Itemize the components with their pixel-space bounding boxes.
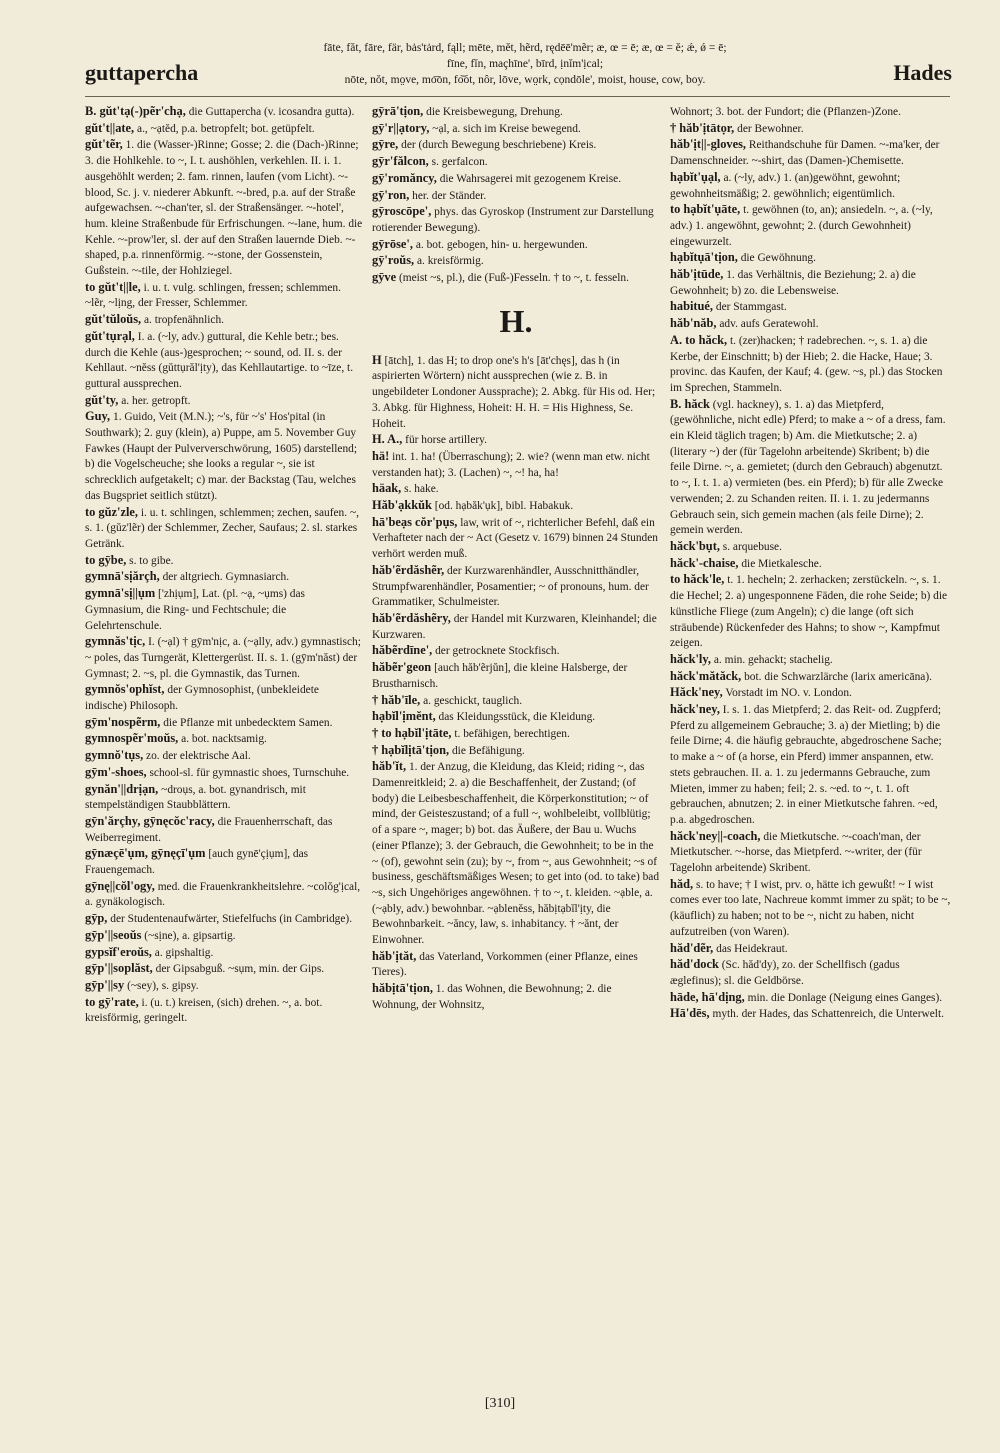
running-head-left: guttapercha [85, 60, 199, 85]
definition: [ātch], 1. das H; to drop one's h's [āt'chęs], das h (in aspirierten Wörtern) nicht aussprechen (wie z. B. in ungebildeter Londoner Aussprache); 2. Abkg. für His od. Her; 3. Abkg. für Highness, Hoheit: H. H. = His Highness, Se. Hoheit. [372, 354, 656, 430]
definition: (~sịne), a. gipsartig. [144, 929, 236, 942]
headword: A. to hăck, [670, 332, 728, 347]
dictionary-entry [670, 137, 951, 169]
section-letter: H. [499, 302, 533, 339]
definition: a. her. getropft. [121, 394, 191, 407]
headword: hăb'ẽrdăshẽr, [372, 562, 445, 577]
dictionary-entry [670, 202, 951, 250]
dictionary-entry [85, 731, 363, 748]
headword: gŭt'tẽr, [85, 137, 123, 152]
headword: † hăb'īle, [372, 692, 421, 707]
headword: gypsĭf'eroŭs, [85, 944, 152, 959]
headword: gȳp'||seoŭs [85, 927, 142, 942]
dictionary-entry [670, 299, 951, 316]
dictionary-entry [670, 990, 951, 1007]
dictionary-entry [372, 432, 660, 449]
headword: gȳre, [372, 137, 399, 152]
headword: hăbẽrdīne', [372, 643, 433, 658]
dictionary-entry [372, 481, 660, 498]
headword: gȳp'||soplăst, [85, 961, 153, 976]
dictionary-entry [670, 539, 951, 556]
headword: Hăb'ạkkŭk [372, 498, 432, 513]
definition: zo. der elektrische Aal. [146, 750, 251, 763]
definition: (vgl. hackney), s. 1. a) das Mietpferd, (gewöhnliche, nicht edle) Pferd; to make a ~ of a dress, fam. ein Kleid täglich tragen; b) Am. die Mietkutsche; 2. a) (literary ~) der (für Tagelohn arbeitende) Skribent; b) die feile Dirne. ~, a. gemietet; (durch den Gebrauch) abgenutzt. to ~, I. t. 1. a) vermieten (bes. ein Pferd); b) für alle Zwecke verwenden; 2. zu Schanden reiten. II. i. 1. zu jedermanns Gebrauch sein, sich gemein machen (als feile Dirne); 2. gemein werden. [670, 398, 946, 537]
dictionary-entry [85, 978, 363, 995]
definition: der Gipsabguß. ~sụm, min. der Gips. [155, 963, 325, 976]
dictionary-entry [372, 693, 660, 710]
headword: gȳ'roŭs, [372, 253, 415, 268]
definition: t. gewöhnen (to, an); ansiedeln. ~, a. (~ly, adv.) 1. angewöhnt, gewohnt; 2. (durch Gewohnheit) eingewurzelt. [670, 204, 933, 248]
dictionary-entry [85, 715, 363, 732]
headword: hăck'ney||-coach, [670, 828, 761, 843]
definition: für horse artillery. [405, 434, 487, 447]
definition: der Bewohner. [737, 122, 804, 135]
dictionary-entry [372, 104, 660, 121]
headword: gŭt't||ate, [85, 120, 135, 135]
headword: gymnospẽr'moŭs, [85, 731, 179, 746]
definition: i. u. t. vulg. schlingen, fressen; schlemmen. ~lẽr, ~lịng, der Fresser, Schlemmer. [85, 281, 341, 310]
headword: häak, [372, 481, 402, 496]
headword: † to hạbĭl'ịtāte, [372, 725, 452, 740]
dictionary-entry [85, 961, 363, 978]
definition: i. u. t. schlingen, schlemmen; zechen, saufen. ~, s. 1. (gŭz'lẽr) der Schlemmer, Zecher, Saufaus; 2. sl. starkes Getränk. [85, 506, 359, 550]
definition: der Studentenaufwärter, Stiefelfuchs (in Cambridge). [110, 913, 353, 926]
column-3 [670, 104, 951, 1389]
dictionary-entry [372, 949, 660, 981]
headword: to hăck'le, [670, 572, 725, 587]
headword: H [372, 352, 382, 367]
headword: gȳn'ărçhy, gȳnęcŏc'racy, [85, 813, 215, 828]
dictionary-entry [85, 569, 363, 586]
dictionary-entry [372, 643, 660, 660]
headword: gȳm'-shoes, [85, 764, 147, 779]
dictionary-entry [372, 353, 660, 433]
definition: a. gipshaltig. [154, 946, 214, 959]
dictionary-entry [372, 237, 660, 254]
headword: gȳve [372, 270, 397, 285]
dictionary-entry [85, 280, 363, 312]
dictionary-entry [670, 316, 951, 333]
dictionary-entry [670, 829, 951, 877]
dictionary-entry [670, 1006, 951, 1023]
dictionary-entry [85, 782, 363, 814]
dictionary-entry [85, 329, 363, 393]
pronunciation-key [225, 40, 825, 88]
definition: adv. aufs Geratewohl. [719, 318, 819, 331]
definition: a. kreisförmig. [416, 255, 484, 268]
definition: i. (u. t.) kreisen, (sich) drehen. ~, a. bot. kreisförmig, geringelt. [85, 996, 323, 1025]
dictionary-entry [670, 170, 951, 202]
headword: hạbĭtụā'tịon, [670, 250, 738, 265]
definition: I. (~ạl) † gȳm'nịc, a. (~ạlly, adv.) gymnastisch; ~ poles, das Turngerät, Klettergerüst. II. s. 1. (gȳm'năst) der Gymnast; 2. ~s, pl. die Gymnastik, das Turnen. [85, 636, 361, 680]
column-2 [372, 104, 660, 1389]
definition: [auch gynē'çịụm], das Frauengemach. [85, 848, 309, 877]
definition: der Stammgast. [715, 301, 787, 314]
dictionary-entry [372, 743, 660, 760]
dictionary-entry [670, 941, 951, 958]
headword: gȳroscōpe', [372, 204, 432, 219]
definition: ~droụs, a. bot. gynandrisch, mit stempelständigen Staubblättern. [85, 783, 306, 812]
definition: die Mietkutsche. ~-coach'man, der Mietkutscher. ~-horse, das Mietpferd. ~-writer, der (für Tagelohn arbeitende) Skribent. [670, 830, 922, 875]
headword: hăck'bụt, [670, 538, 720, 553]
dictionary-entry [372, 709, 660, 726]
definition: das Vaterland, Vorkommen (einer Pflanze, eines Tieres). [372, 950, 638, 979]
headword: gȳp'||sy [85, 977, 125, 992]
definition: Vorstadt im NO. v. London. [725, 687, 852, 700]
definition: [auch hăb'ẽrjŭn], die kleine Halsberge, der Brustharnisch. [372, 662, 628, 690]
definition: die Kreisbewegung, Drehung. [426, 106, 563, 118]
headword: hä! [372, 448, 390, 463]
headword: gȳrā'tịon, [372, 104, 424, 118]
definition: phys. das Gyroskop (Instrument zur Darstellung rotierender Bewegung). [372, 206, 654, 234]
dictionary-entry [372, 759, 660, 948]
definition: t. befähigen, berechtigen. [454, 727, 570, 740]
headword: gynăn'||drịạn, [85, 781, 159, 796]
definition: a. bot. nacktsamig. [181, 733, 267, 746]
dictionary-entry [670, 702, 951, 829]
headword: hăb'ịtūde, [670, 267, 724, 282]
dictionary-entry [670, 572, 951, 652]
dictionary-entry [372, 611, 660, 643]
dictionary-entry [85, 682, 363, 714]
definition: min. die Donlage (Neigung eines Ganges). [747, 991, 943, 1004]
definition: ['zhịụm], Lat. (pl. ~ạ, ~ụms) das Gymnasium, die Ring- und Fechtschule; die Gelehrtenschule. [85, 588, 305, 632]
dictionary-entry [85, 393, 363, 410]
definition: die Befähigung. [451, 744, 525, 757]
headword: gŭt'ty, [85, 392, 119, 407]
dictionary-entry [85, 553, 363, 570]
dictionary-entry [372, 121, 660, 138]
dictionary-entry [670, 333, 951, 397]
headword: gŭt'tụrạl, [85, 328, 135, 343]
dictionary-entry [670, 957, 951, 989]
headword: gȳrōse', [372, 236, 413, 251]
headword: habitué, [670, 299, 714, 314]
dictionary-entry [670, 877, 951, 941]
headword: gȳr'fălcon, [372, 154, 429, 169]
headword: hăbẽr'geon [372, 660, 432, 675]
definition: der altgriech. Gymnasiarch. [162, 571, 290, 584]
dictionary-entry [670, 652, 951, 669]
headword: hăb'ẽrdăshẽry, [372, 610, 451, 625]
headword: Hā'dēs, [670, 1006, 710, 1021]
headword: gymnā'sịărçh, [85, 569, 160, 584]
headword: hăck'-chaise, [670, 555, 739, 570]
definition: s. to gibe. [129, 554, 174, 567]
headword: gymnā'sị||ụm [85, 586, 156, 601]
definition: 1. Guido, Veit (M.N.); ~'s, für ~'s' Hos'pital (in Southwark); 2. guy (klein), a) Puppe, am 5. November Guy Fawkes (Haupt der Pulververschwörung, 1605) darstellend; b) die Vogelscheuche; she looks a regular ~, sie ist schrecklich aufgetakelt; c) mar. der Backstag (Tau, welches das Bugspriet seitlich stützt). [85, 411, 358, 502]
definition: bot. die Schwarzlärche (larix americāna). [744, 670, 932, 683]
page-number: [310] [484, 1396, 516, 1411]
definition: I. a. (~ly, adv.) guttural, die Kehle betr.; bes. durch die Kehle (aus-)gesprochen; ~ sound, od. II. s. der Kehllaut. ~nĕss (gŭttụrăl'ịty), das Kehllautartige. to ~īze, t. guttural aussprechen. [85, 330, 354, 390]
dictionary-entry [85, 312, 363, 329]
headword: hăck'mătăck, [670, 668, 742, 683]
headword: hăb'năb, [670, 316, 717, 331]
definition: med. die Frauenkrankheitslehre. ~colŏg'ịcal, a. gynäkologisch. [85, 880, 361, 909]
definition: ~ạl, a. sich im Kreise bewegend. [432, 122, 581, 135]
definition: 1. das Verhältnis, die Beziehung; 2. a) die Gewohnheit; b) zo. die Lebensweise. [670, 269, 916, 297]
definition: s. gerfalcon. [431, 156, 488, 169]
definition: das Heidekraut. [716, 942, 788, 955]
headword: hāde, hā'dịng, [670, 989, 745, 1004]
dictionary-entry [372, 498, 660, 515]
definition: myth. der Hades, das Schattenreich, die Unterwelt. [712, 1008, 944, 1021]
definition: die Wahrsagerei mit gezogenem Kreise. [439, 172, 622, 185]
headword: to gȳ'rate, [85, 994, 139, 1009]
definition: Reithandschuhe für Damen. ~-ma'ker, der Damenschneider. ~-shirt, das (Damen-)Chemisette. [670, 139, 940, 168]
headword: H. A., [372, 432, 403, 447]
headword: gymnŏs'ophĭst, [85, 682, 165, 697]
definition: das Kleidungsstück, die Kleidung. [438, 711, 596, 724]
headword: gymnŏ'tụs, [85, 748, 144, 763]
dictionary-entry [85, 995, 363, 1027]
definition: 1. der Anzug, die Kleidung, das Kleid; riding ~, das Damenreitkleid; 2. a) die Beschaffenheit, der Zustand; (of body) die Leibesbeschaffenheit, die Körperkonstitution; ~ of mind, der Geisteszustand; of a full ~, wohlbeleibt, vollblütig; of a spare ~, mager; b) bot. das Äußere, der Bau u. Wuchs (einer Pflanze); 3. der Gebrauch, die Gewohnheit; to be in the ~ (of), gewohnt sein (zu); by ~, from ~, aus Gewohnheit; ~s of business, geschäftsmäßiges Wesen; to get into (od. to take) bad ~s, sich Ungehöriges angewöhnen. † to ~, t. kleiden. ~ạble, a. (~ạbly, adv.) bewohnbar. ~ạblenĕss, hăbịtạbĭl'ịty, die Bewohnbarkeit. ~ăncy, law, s. inhabitancy. † ~ănt, der Einwohner. [372, 761, 660, 947]
definition: die Pflanze mit unbedecktem Samen. [163, 716, 333, 729]
headword: gȳnę||cŏl'ogy, [85, 878, 155, 893]
dictionary-entry [372, 253, 660, 270]
dictionary-entry [85, 814, 363, 846]
headword: to gŭz'zle, [85, 504, 138, 519]
headword: hạbĭl'ịmĕnt, [372, 709, 436, 724]
definition: die Guttapercha (v. icosandra gutta). [188, 106, 355, 118]
dictionary-entry [372, 726, 660, 743]
headword: hăb'ịt||-gloves, [670, 137, 747, 152]
headword: gȳ'r||ạtory, [372, 120, 430, 135]
definition: I. s. 1. das Mietpferd; 2. das Reit- od. Zugpferd; Pferd zu allgemeinem Gebrauche; 3. a) der Mietling; b) die feile Dirne; 4. die häufig gebrauchte, abgedroschene Sache; to make a ~ of (a horse, ein Pferd) immer anspannen, etw. stets gebrauchen. II. a. 1. zu jedermanns Gebrauche, zum Mieten, immer zu haben; feil; 2. s. ~ed. to ~, t. 1. oft gebrauchen, abnutzen; 2. in einer Mietkutsche fahren. ~ed, p.a. abgedroschen. [670, 704, 942, 826]
definition: her. der Ständer. [412, 189, 487, 202]
header-rule [85, 96, 950, 97]
dictionary-entry [372, 981, 660, 1013]
dictionary-entry [670, 250, 951, 267]
headword: Hăck'ney, [670, 685, 723, 700]
definition: 1. das Wohnen, die Bewohnung; 2. die Wohnung, der Wohnsitz, [372, 983, 612, 1011]
headword: hăbịtā'tịon, [372, 981, 433, 996]
dictionary-entry [85, 846, 363, 878]
headword: gȳ'romăncy, [372, 170, 437, 185]
definition: 1. die (Wasser-)Rinne; Gosse; 2. die (Dach-)Rinne; 3. die Hohlkehle. to ~, I. t. aushöhlen, verkehlen. II. i. 1. ausgehöhlt werden; 2. fam. rinnen, laufen (vom Licht). ~-blood, Sc. j. v. niederer Abkunft. ~-bred, p.a. auf der Straße aufgewachsen. ~-chan'ter, sl. der Straßensänger. ~-hotel', hum. kleine Straßenbude für Erfrischungen. ~-lane, hum. die Kehle. ~-prow'ler, sl. der auf den Straßen lauernde Dieb. ~-shaped, p.a. rinnenförmig. ~-stone, der Gossenstein, Gußstein. ~-tile, der Hohlziegel. [85, 139, 363, 278]
dictionary-entry [85, 505, 363, 553]
definition: der Gymnosophist, (unbekleidete indische) Philosoph. [85, 684, 319, 713]
headword: gȳm'nospẽrm, [85, 714, 161, 729]
definition: s. arquebuse. [722, 540, 782, 553]
dictionary-entry [85, 586, 363, 634]
definition: a. (~ly, adv.) 1. (an)gewöhnt, gewohnt; gewohnheitsmäßig; 2. gewöhnlich; eigentümlich. [670, 171, 901, 200]
definition: die Frauenherrschaft, das Weiberregiment. [85, 815, 333, 844]
headword: gymnăs'tịc, [85, 634, 146, 649]
definition: t. (zer)hacken; † radebrechen. ~, s. 1. a) die Kerbe, der Einschnitt; b) der Hieb; 2. die Hacke, Haue; 3. provinc. das Kaufen, der Kauf; 4. (gew. ~s, pl.) das Stocken im Sprechen, Stammeln. [670, 334, 943, 394]
dictionary-entry [670, 104, 951, 121]
headword: hăb'ịtăt, [372, 948, 417, 963]
dictionary-entry [670, 267, 951, 299]
pronunciation-key-line: fāte, făt, fāre, fär, bȧs'tȧrd, fąll; mēte, mĕt, hẽrd, rędēē'mẽr; æ, œ = ē; æ, œ = ĕ; ǽ, ǿ = ē; [323, 42, 727, 54]
definition: a., ~ạtĕd, p.a. betropfelt; bot. getüpfelt. [137, 122, 315, 135]
dictionary-entry [372, 270, 660, 287]
definition: der getrocknete Stockfisch. [435, 645, 560, 658]
dictionary-entry [372, 563, 660, 611]
definition: law, writ of ~, richterlicher Befehl, daß ein Verhafteter nach der ~ Act (Gesetz v. 1679) binnen 24 Stunden verhört werden muß. [372, 516, 658, 561]
dictionary-entry [372, 515, 660, 563]
definition: die Mietkalesche. [741, 557, 822, 570]
pronunciation-key-line: fīne, fĭn, maçhīne', bīrd, ịnĭm'ịcal; [446, 58, 604, 70]
definition: [od. hạbăk'ụk], bibl. Habakuk. [434, 500, 574, 513]
dictionary-entry [85, 104, 363, 121]
dictionary-entry [85, 137, 363, 279]
headword: to hạbĭt'ụāte, [670, 202, 741, 217]
definition: der Handel mit Kurzwaren, Kleinhandel; die Kurzwaren. [372, 612, 657, 641]
headword: hạbĭt'ụạl, [670, 169, 721, 184]
definition: a. min. gehackt; stachelig. [713, 653, 833, 666]
dictionary-entry [85, 748, 363, 765]
headword: hăck'ney, [670, 702, 720, 717]
headword: hăd'dẽr, [670, 940, 714, 955]
dictionary-entry [670, 121, 951, 138]
definition: s. hake. [404, 483, 439, 496]
definition: (Sc. hăd'dy), zo. der Schellfisch (gadus æglefinus); sl. die Geldbörse. [670, 959, 900, 987]
dictionary-entry [670, 685, 951, 702]
definition: t. 1. hecheln; 2. zerhacken; zerstückeln. ~, s. 1. die Hechel; 2. a) ungesponnene Fäden, die rohe Seide; b) die künstliche Fliege (zum Angeln); c) die lange (oft sich sträubende) Rückenfeder des Hahns; to show ~, Kampfmut zeigen. [670, 574, 948, 650]
headword: to gŭt't||le, [85, 279, 141, 294]
dictionary-entry [670, 556, 951, 573]
headword: hăd'dock [670, 957, 719, 972]
headword: to gȳbe, [85, 552, 127, 567]
headword: Guy, [85, 409, 111, 424]
dictionary-entry [372, 154, 660, 171]
dictionary-entry [85, 928, 363, 945]
dictionary-entry [85, 879, 363, 911]
headword: gȳ'ron, [372, 187, 410, 202]
dictionary-entry [372, 449, 660, 481]
definition: (meist ~s, pl.), die (Fuß-)Fesseln. † to ~, t. fesseln. [398, 272, 629, 285]
dictionary-entry [670, 397, 951, 539]
definition: school-sl. für gymnastic shoes, Turnschuhe. [149, 766, 350, 779]
dictionary-entry [372, 137, 660, 154]
headword: hăd, [670, 876, 694, 891]
column-1 [85, 104, 363, 1389]
headword: † hăb'ịtātọr, [670, 120, 735, 135]
definition: s. to have; † I wist, prv. o, hätte ich gewußt! ~ I wist comes ever too late, Nachreue kommt immer zu spät; to be ~, (käuflich) zu haben; not to be ~, nicht zu haben, nicht aufzutreiben (von Waren). [670, 878, 951, 938]
dictionary-entry [372, 188, 660, 205]
dictionary-entry [85, 409, 363, 504]
headword: B. hăck [670, 396, 710, 411]
definition: a. bot. gebogen, hin- u. hergewunden. [415, 238, 588, 251]
dictionary-entry [372, 204, 660, 236]
definition: a. tropfenähnlich. [143, 314, 225, 327]
headword: hā'beạs cŏr'pụs, [372, 514, 458, 529]
headword: gȳp, [85, 911, 108, 926]
dictionary-entry [372, 660, 660, 692]
dictionary-entry [372, 171, 660, 188]
headword: hăb'ĭt, [372, 759, 407, 774]
headword: hăck'ly, [670, 651, 711, 666]
definition: die Gewöhnung. [740, 252, 816, 265]
dictionary-entry [670, 669, 951, 686]
definition: der (durch Bewegung beschriebene) Kreis. [401, 139, 597, 152]
headword: gȳnæçē'ụm, gȳnęçī'ụm [85, 846, 206, 861]
definition: int. 1. ha! (Überraschung); 2. wie? (wenn man etw. nicht verstanden hat); 3. (Lachen) ~, ~! ha, ha! [372, 450, 650, 479]
running-head-right: Hades [893, 60, 952, 85]
definition: (~sey), s. gipsy. [127, 979, 199, 992]
headword: gŭt'tŭloŭs, [85, 312, 142, 327]
definition: der Kurzwarenhändler, Ausschnitthändler, Strumpfwarenhändler, Posamentier; ~ of pronouns, hum. der Grammatiker, Schulmeister. [372, 564, 649, 609]
dictionary-entry [85, 911, 363, 928]
dictionary-entry [85, 121, 363, 138]
pronunciation-key-line: nōte, nŏt, mo̤ve, mo͞on, fo͝ot, nôr, lōve, wo̤rk, cọndōle', moist, house, cow, boy. [344, 74, 706, 86]
definition: a. geschickt, tauglich. [423, 694, 523, 707]
headword: † hạbĭlịtā'tịon, [372, 742, 450, 757]
dictionary-entry [85, 634, 363, 682]
dictionary-entry [85, 765, 363, 782]
dictionary-entry [85, 945, 363, 962]
definition: Wohnort; 3. bot. der Fundort; die (Pflanzen-)Zone. [670, 106, 901, 118]
headword: B. gŭt'tạ(-)pẽr'chạ, [85, 104, 186, 118]
